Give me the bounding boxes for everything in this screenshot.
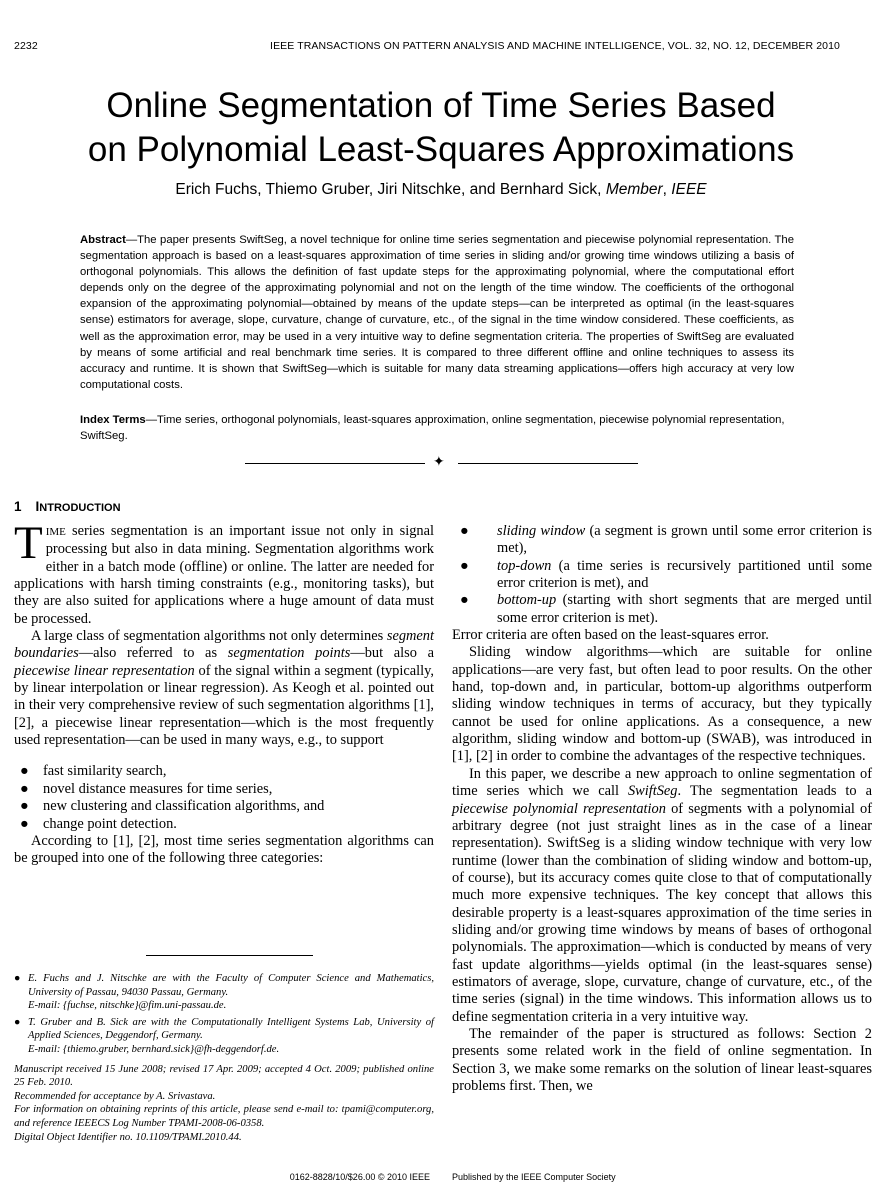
index-terms-text: —Time series, orthogonal polynomials, least-squares approximation, online segmentation, piecewise polynomial representation, SwiftSeg. — [80, 414, 785, 443]
text-run: In this paper, we describe a new approach to online segmentation of time series which we call — [452, 765, 872, 800]
abstract-text: —The paper presents SwiftSeg, a novel technique for online time series segmentation and piecewise polynomial representation. The segmentation approach is based on a least-squares approximation of time series in sliding and/or growing time windows utilizing a basis of orthogonal polynomials. This allows the definition of fast update steps for the approximating polynomial, where the computational effort depends only on the degree of the approximating polynomial and not on the length of the time window. The coefficients of the orthogonal expansion of the approximating polynomial—obtained by means of the update steps—can be interpreted as optimal (in the least-squares sense) estimators for average, slope, curvature, change of curvature, etc., of the signal in the time window considered. These coefficients, as well as the approximation error, may be used in a very intuitive way to define segmentation criteria. The properties of SwiftSeg are evaluated by means of some artificial and real benchmark time series. It is compared to three different offline and online techniques to assess its accuracy and runtime. It is shown that SwiftSeg—which is suitable for many data streaming applications—offers high accuracy at very low computational costs. — [80, 234, 794, 391]
index-terms — [80, 412, 794, 444]
abstract-label: Abstract — [80, 234, 126, 246]
bullet-icon: ● — [14, 1016, 21, 1028]
bullet-icon: ● — [20, 798, 29, 815]
emphasis: piecewise linear representation — [14, 662, 195, 679]
section-initial: I — [35, 499, 40, 514]
intro-paragraph-2 — [14, 628, 434, 749]
bullet-icon: ● — [460, 557, 469, 574]
footnote-text: T. Gruber and B. Sick are with the Computationally Intelligent Systems Lab, University of Applied Sciences, Deggendorf, Germany. E-mail: {thiemo.gruber, bernhard.sick}@fh-deggendorf.de. — [28, 1016, 434, 1055]
emphasis: segmentation points — [227, 645, 351, 662]
right-paragraph-3 — [452, 766, 872, 1026]
page-number: 2232 — [14, 40, 38, 52]
list-item-text: change point detection. — [43, 815, 177, 832]
list-item-text: novel distance measures for time series, — [43, 780, 273, 797]
right-paragraph-2: Sliding window algorithms—which are suitable for online applications—are very fast, but often lead to poor results. On the other hand, top-down and, in particular, bottom-up algorithms outperform sliding window techniques in terms of accuracy, but they typically cannot be used for online applications. As a consequence, a new algorithm, sliding window and bottom-up (SWAB), was introduced in [1], [2] in order to combine the advantages of the respective techniques. — [452, 644, 872, 765]
list-item — [14, 763, 434, 780]
divider-rule-left — [245, 463, 425, 464]
right-paragraph-4: The remainder of the paper is structured as follows: Section 2 presents some related work in the field of online segmentation. In Section 3, we make some remarks on the solution of linear least-squares problems first. Then, we — [452, 1025, 872, 1094]
list-item-text: (a segment is grown until some error criterion is met), — [497, 523, 873, 557]
text-run: of segments with a polynomial of arbitrary degree (not just straight lines as in the case of a linear representation). SwiftSeg is a sliding window technique with very low runtime (lower than the combination of sliding window and bottom-up, of course), but its accuracy comes quite close to that of computationally much more expensive techniques. The key concept that allows this desirable property is a least-squares approximation of the time series in sliding and/or growing time windows by means of bases of orthogonal polynomials. The approximation—which is conducted by means of very fast update algorithms—yields optimal (in the least-squares sense) estimators of average, slope, curvature, change of curvature, etc., of the time series (signal) in the time windows. This information allows us to define segmentation criteria in a very intuitive way. — [452, 800, 872, 1025]
footnote-affiliation-1 — [14, 972, 434, 1013]
title-line-2: on Polynomial Least-Squares Approximations — [87, 130, 795, 169]
author-list: Erich Fuchs, Thiemo Gruber, Jiri Nitschke, and Bernhard Sick, Member, IEEE — [175, 181, 707, 198]
paragraph-text: series segmentation is an important issue not only in signal processing but also in data mining. Segmentation algorithms work either in a batch mode (offline) or online. The latter are needed for applications with harsh timing constraints (e.g., monitoring tasks), but they are also suited for applications where a huge amount of data must be processed. — [14, 523, 434, 627]
drop-cap: T — [14, 517, 43, 569]
list-item-term: bottom-up — [497, 592, 557, 609]
list-item — [452, 592, 872, 627]
manuscript-dates: Manuscript received 15 June 2008; revised 17 Apr. 2009; accepted 4 Oct. 2009; published online 25 Feb. 2010. — [14, 1063, 434, 1089]
bullet-icon: ● — [14, 973, 21, 984]
abstract — [80, 232, 794, 393]
bullet-icon: ● — [20, 763, 29, 780]
list-item-text: (starting with short segments that are merged until some error criterion is met). — [497, 592, 872, 626]
index-terms-label: Index Terms — [80, 414, 146, 426]
text-run: A large class of segmentation algorithms not only determines — [31, 628, 387, 645]
footnote-affiliation-2 — [14, 1016, 434, 1057]
paper-title — [20, 84, 862, 172]
list-item — [14, 816, 434, 833]
text-run: of the signal within a segment (typically, by linear interpolation or linear regression). As Keogh et al. pointed out in their very comprehensive review of such segmentation algorithms [1], [2], a piecewise linear representation—which is the most frequently used representation—can be used in many ways, e.g., to support — [14, 662, 435, 749]
journal-header: IEEE TRANSACTIONS ON PATTERN ANALYSIS AND MACHINE INTELLIGENCE, VOL. 32, NO. 12, DECEMBER 2010 — [270, 40, 840, 52]
small-caps-word: IME — [45, 526, 66, 538]
emphasis: segment boundaries — [14, 628, 434, 662]
left-column — [14, 517, 435, 868]
right-paragraph-1: Error criteria are often based on the least-squares error. — [452, 627, 769, 644]
bullet-icon: ● — [460, 523, 469, 539]
bullet-icon: ● — [460, 592, 469, 609]
title-line-1: Online Segmentation of Time Series Based — [106, 86, 776, 125]
list-item — [14, 781, 434, 798]
use-case-list — [14, 763, 434, 832]
text-run: . The segmentation leads to a — [677, 783, 872, 800]
text-run: —but also a — [350, 645, 434, 662]
author-ieee: IEEE — [671, 181, 707, 198]
divider-diamond-icon: ✦ — [433, 455, 445, 470]
section-heading — [14, 499, 121, 514]
emphasis: piecewise polynomial representation — [452, 800, 666, 817]
section-title-rest: NTRODUCTION — [39, 502, 121, 514]
footnotes — [14, 972, 434, 1144]
author-names: Erich Fuchs, Thiemo Gruber, Jiri Nitschke, and Bernhard Sick, — [175, 181, 602, 198]
list-item-text: new clustering and classification algorithms, and — [43, 798, 325, 815]
emphasis: SwiftSeg — [627, 783, 678, 800]
recommended-by: Recommended for acceptance by A. Srivastava. — [14, 1090, 216, 1102]
reprints-info: For information on obtaining reprints of this article, please send e-mail to: tpami@computer.org, and reference IEEECS Log Number TPAMI-2008-06-0358. — [14, 1104, 434, 1129]
list-item-term: sliding window — [497, 523, 586, 539]
doi: Digital Object Identifier no. 10.1109/TPAMI.2010.44. — [14, 1131, 242, 1143]
copyright-line: 0162-8828/10/$26.00 © 2010 IEEE — [289, 1172, 430, 1182]
bullet-icon: ● — [20, 815, 29, 832]
intro-paragraph-1 — [14, 517, 434, 628]
footnote-rule — [146, 955, 313, 956]
bullet-icon: ● — [20, 780, 29, 797]
list-item-text: fast similarity search, — [43, 763, 167, 780]
list-item-text: (a time series is recursively partitioned until some error criterion is met), and — [497, 557, 872, 592]
right-column — [452, 523, 872, 1095]
list-item-term: top-down — [497, 557, 552, 574]
publisher-line: Published by the IEEE Computer Society — [452, 1172, 616, 1182]
intro-paragraph-3: According to [1], [2], most time series segmentation algorithms can be grouped into one of the following three categories: — [14, 832, 434, 867]
footnote-text: E. Fuchs and J. Nitschke are with the Faculty of Computer Science and Mathematics, University of Passau, 94030 Passau, Germany. E-mail: {fuchse, nitschke}@fim.uni-passau.de. — [28, 973, 434, 1012]
author-member: Member — [605, 181, 663, 198]
divider-rule-right — [458, 463, 638, 464]
section-number: 1 — [14, 499, 22, 514]
list-item — [452, 558, 872, 593]
list-item — [452, 523, 872, 558]
list-item — [14, 798, 434, 815]
category-list — [452, 523, 872, 627]
text-run: —also referred to as — [78, 645, 228, 662]
